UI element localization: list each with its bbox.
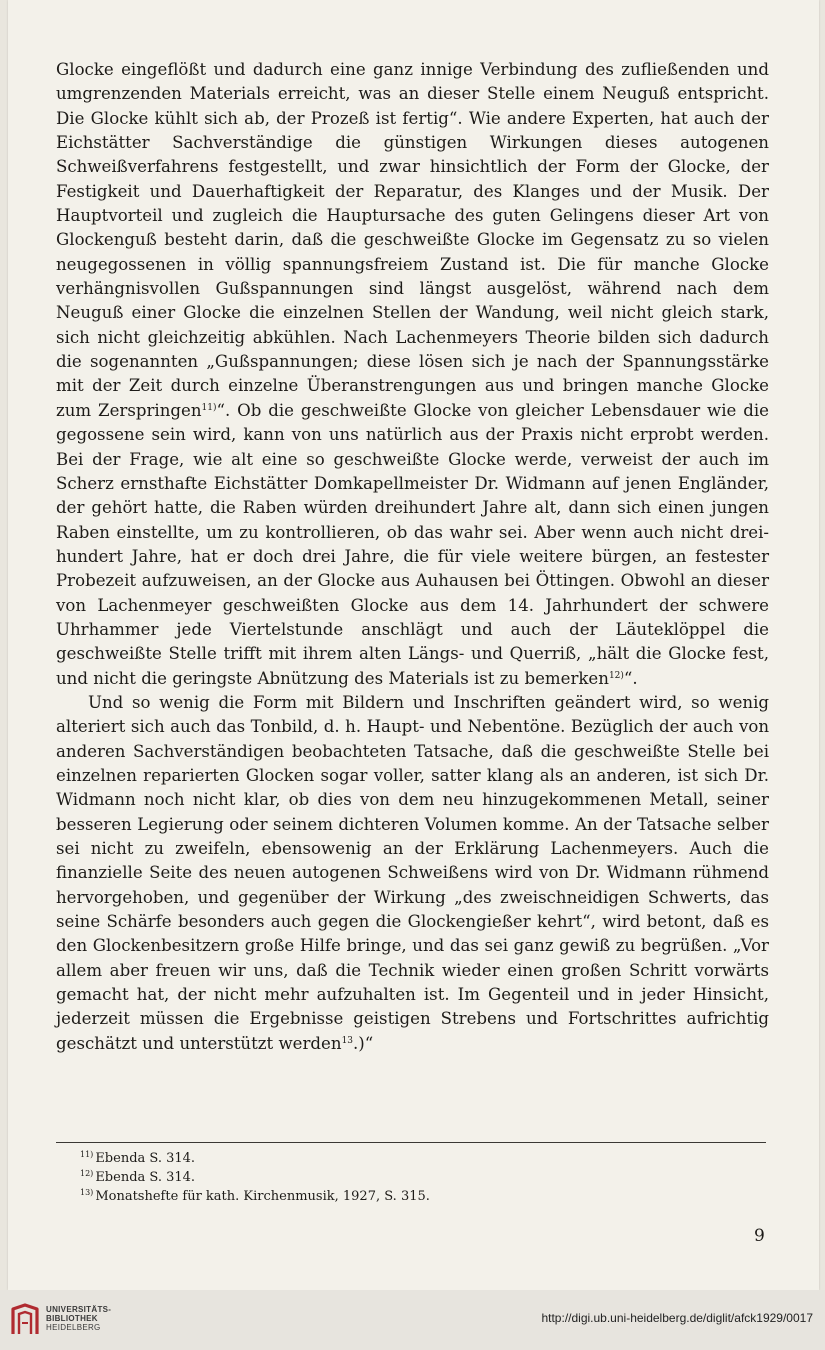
footnote (80, 1168, 680, 1187)
footnote-reference[interactable]: 11) (201, 402, 217, 413)
paragraph-text: .)“ (353, 1033, 374, 1053)
paragraph-text: Und so wenig die Form mit Bildern und Inschriften geändert wird, so wenig alteriert sich auch das Tonbild, d. h. Haupt- und Nebentöne. Bezüglich der auch von anderen Sachverständigen beobachteten Tatsache, daß die geschweißte Stelle bei einzelnen reparierten Glocken sogar voller, satter klang als an anderen, ist sich Dr. Widmann noch nicht klar, ob dies von dem neu hinzugekommenen Metall, seiner besseren Legierung oder seinem dichteren Volumen komme. An der Tatsache selber sei nicht zu zweifeln, ebensowenig an der Erklärung Lachenmeyers. Auch die finanzielle Seite des neuen autogenen Schweißens wird von Dr. Widmann rühmend hervorgehoben, und gegenüber der Wirkung „des zweischneidigen Schwerts, das seine Schärfe besonders auch gegen die Glockengießer kehrt“, wird betont, daß es den Glockenbesitzern große Hilfe bringe, und das sei ganz gewiß zu begrüßen. „Vor allem aber freuen wir uns, daß die Technik wieder einen großen Schritt vorwärts gemacht hat, der nicht mehr aufzuhalten ist. Im Gegenteil und in jeder Hinsicht, jederzeit müssen die Ergebnisse geistigen Strebens und Fortschrittes aufrichtig geschätzt und unterstützt werden (56, 692, 769, 1053)
logo-line: HEIDELBERG (46, 1323, 101, 1332)
paragraph-text: Glocke eingeflößt und dadurch eine ganz innige Verbindung des zufließenden und umgrenzenden Materials erreicht, was an dieser Stelle einem Neuguß entspricht. Die Glocke kühlt sich ab, der Prozeß ist fertig“. Wie andere Experten, hat auch der Eichstätter Sachverständige die günstigen Wirkungen dieses autogenen Schweißverfahrens festgestellt, und zwar hinsichtlich der Form der Glocke, der Festigkeit und Dauerhaftigkeit der Reparatur, des Klanges und der Musik. Der Hauptvorteil und zugleich die Hauptursache des guten Gelingens dieser Art von Glockenguß besteht darin, daß die geschweißte Glocke im Gegensatz zu so vielen neugegossenen in völlig spannungsfreiem Zustand ist. Die für manche Glocke verhängnisvollen Gußspannungen sind längst ausgelöst, während nach dem Neuguß einer Glocke die einzelnen Stellen der Wandung, weil nicht gleich stark, sich nicht gleichzeitig abkühlen. Nach Lachenmeyers Theorie bilden sich dadurch die sogenannten „Gußspannungen; diese lösen sich je nach der Spannungsstärke mit der Zeit durch einzelne Überanstrengungen aus und bringen manche Glocke zum Zerspringen (56, 60, 769, 420)
paragraph-text: “. (623, 668, 638, 688)
footnote-reference[interactable]: 12) (608, 670, 624, 681)
footnote-text: Ebenda S. 314. (95, 1170, 196, 1185)
footnote-divider (56, 1142, 766, 1143)
footnote-reference[interactable]: 13 (341, 1035, 354, 1046)
footnote-mark: 13) (80, 1188, 94, 1197)
footnote-mark: 12) (80, 1169, 94, 1178)
footnote (80, 1187, 680, 1206)
logo-line: BIBLIOTHEK (46, 1314, 98, 1323)
logo-line: UNIVERSITÄTS- (46, 1305, 112, 1314)
permalink-url[interactable]: http://digi.ub.uni-heidelberg.de/diglit/afck1929/0017 (541, 1311, 813, 1325)
paragraph-text: “. Ob die geschweißte Glocke von gleicher Lebensdauer wie die gegossene sein wird, kann von uns natürlich aus der Praxis nicht erprobt werden. Bei der Frage, wie alt eine so geschweißte Glocke werde, verweist der auch im Scherz ernsthafte Eichstätter Domkapellmeister Dr. Widmann auf jenen Engländer, der gehört hatte, die Raben würden dreihundert Jahre alt, dann sich einen jungen Raben einstellte, um zu kontrollieren, ob das wahr sei. Aber wenn auch nicht dreihundert Jahre, hat er doch drei Jahre, die für viele weitere bürgen, an festester Probezeit aufzuweisen, an der Glocke aus Auhausen bei Öttingen. Obwohl an dieser von Lachenmeyer geschweißten Glocke aus dem 14. Jahrhundert der schwere Uhrhammer jede Viertelstunde anschlägt und auch der Läuteklöppel die geschweißte Stelle trifft mit ihrem alten Längs- und Querriß, „hält die Glocke fest, und nicht die geringste Abnützung des Materials ist zu bemerken (56, 400, 769, 688)
university-library-logo-text (46, 1305, 111, 1332)
body-text (56, 58, 769, 1056)
paragraph (56, 58, 769, 691)
footnote-mark: 11) (80, 1150, 94, 1159)
footnotes (80, 1149, 680, 1206)
university-library-logo-icon (10, 1303, 40, 1337)
footnote (80, 1149, 680, 1168)
paragraph (56, 691, 769, 1056)
page-number: 9 (754, 1226, 765, 1246)
footnote-text: Ebenda S. 314. (95, 1151, 196, 1166)
footnote-text: Monatshefte für kath. Kirchenmusik, 1927, S. 315. (95, 1189, 430, 1204)
